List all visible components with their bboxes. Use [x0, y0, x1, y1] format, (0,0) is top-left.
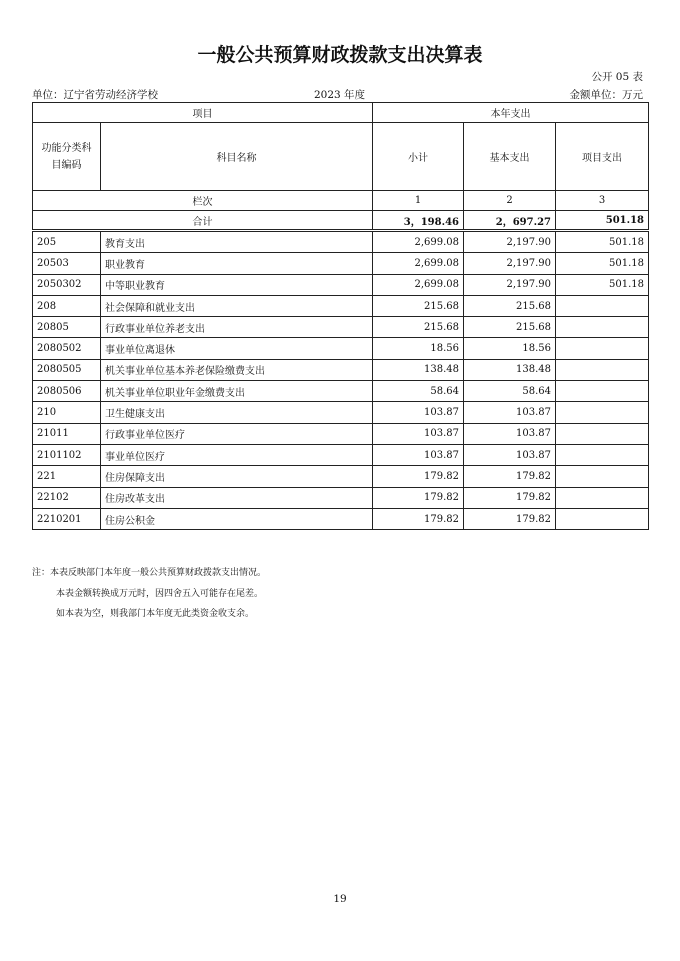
header-name: 科目名称 — [101, 123, 373, 191]
table-row — [33, 274, 649, 295]
page-number: 19 — [333, 893, 347, 905]
row-subtotal: 215.68 — [373, 295, 464, 316]
row-name: 事业单位离退休 — [101, 338, 373, 359]
column-index-2: 2 — [464, 191, 556, 211]
table-row — [33, 444, 649, 465]
row-subtotal: 179.82 — [373, 487, 464, 508]
table-row — [33, 508, 649, 529]
row-code: 221 — [33, 466, 101, 487]
row-project — [556, 423, 649, 444]
row-basic: 2,197.90 — [464, 231, 556, 253]
row-basic: 138.48 — [464, 359, 556, 380]
row-basic: 103.87 — [464, 423, 556, 444]
column-index-1: 1 — [373, 191, 464, 211]
row-code: 205 — [33, 231, 101, 253]
header-row-2 — [33, 123, 649, 191]
column-index-row — [33, 191, 649, 211]
total-row — [33, 211, 649, 231]
row-project — [556, 295, 649, 316]
header-row-1 — [33, 103, 649, 123]
row-subtotal: 103.87 — [373, 444, 464, 465]
row-name: 行政事业单位养老支出 — [101, 317, 373, 338]
row-basic: 103.87 — [464, 402, 556, 423]
header-code: 功能分类科目编码 — [33, 123, 101, 191]
table-row — [33, 381, 649, 402]
row-name: 行政事业单位医疗 — [101, 423, 373, 444]
header-subtotal: 小计 — [373, 123, 464, 191]
row-name: 教育支出 — [101, 231, 373, 253]
row-code: 2080506 — [33, 381, 101, 402]
header-project-expense: 项目支出 — [556, 123, 649, 191]
row-project — [556, 381, 649, 402]
row-code: 20503 — [33, 253, 101, 274]
row-code: 22102 — [33, 487, 101, 508]
row-subtotal: 2,699.08 — [373, 253, 464, 274]
row-name: 住房保障支出 — [101, 466, 373, 487]
row-subtotal: 103.87 — [373, 423, 464, 444]
table-row — [33, 423, 649, 444]
row-basic: 179.82 — [464, 487, 556, 508]
column-index-3: 3 — [556, 191, 649, 211]
table-row — [33, 231, 649, 253]
header-basic: 基本支出 — [464, 123, 556, 191]
form-id: 公开 05 表 — [591, 71, 643, 83]
row-name: 机关事业单位基本养老保险缴费支出 — [101, 359, 373, 380]
total-basic: 2，697.27 — [464, 211, 556, 231]
row-subtotal: 2,699.08 — [373, 231, 464, 253]
table-body — [33, 231, 649, 530]
table-row — [33, 359, 649, 380]
row-name: 住房改革支出 — [101, 487, 373, 508]
row-code: 2080505 — [33, 359, 101, 380]
table-row — [33, 466, 649, 487]
row-subtotal: 179.82 — [373, 508, 464, 529]
row-code: 210 — [33, 402, 101, 423]
row-subtotal: 18.56 — [373, 338, 464, 359]
row-subtotal: 103.87 — [373, 402, 464, 423]
row-subtotal: 215.68 — [373, 317, 464, 338]
row-project — [556, 466, 649, 487]
row-subtotal: 179.82 — [373, 466, 464, 487]
row-code: 21011 — [33, 423, 101, 444]
row-project: 501.18 — [556, 274, 649, 295]
row-project — [556, 444, 649, 465]
notes — [32, 563, 266, 625]
row-code: 208 — [33, 295, 101, 316]
table-row — [33, 402, 649, 423]
row-basic: 179.82 — [464, 508, 556, 529]
table-row — [33, 338, 649, 359]
row-basic: 179.82 — [464, 466, 556, 487]
row-project — [556, 402, 649, 423]
column-label: 栏次 — [33, 191, 373, 211]
row-code: 20805 — [33, 317, 101, 338]
table-row — [33, 253, 649, 274]
row-project: 501.18 — [556, 253, 649, 274]
row-basic: 215.68 — [464, 317, 556, 338]
expenditure-table — [32, 102, 649, 530]
row-code: 2210201 — [33, 508, 101, 529]
row-name: 事业单位医疗 — [101, 444, 373, 465]
total-label: 合计 — [33, 211, 373, 231]
row-name: 中等职业教育 — [101, 274, 373, 295]
row-project — [556, 359, 649, 380]
table-row — [33, 317, 649, 338]
row-code: 2101102 — [33, 444, 101, 465]
row-name: 职业教育 — [101, 253, 373, 274]
unit-label: 单位：辽宁省劳动经济学校 — [32, 89, 158, 101]
row-subtotal: 138.48 — [373, 359, 464, 380]
table-row — [33, 295, 649, 316]
note-line: 本表金额转换成万元时，因四舍五入可能存在尾差。 — [56, 588, 264, 599]
note-line: 注：本表反映部门本年度一般公共预算财政拨款支出情况。 — [32, 568, 267, 578]
total-project: 501.18 — [556, 211, 649, 231]
money-unit-label: 金额单位：万元 — [569, 89, 643, 101]
page-title: 一般公共预算财政拨款支出决算表 — [197, 44, 483, 66]
row-project — [556, 487, 649, 508]
total-subtotal: 3，198.46 — [373, 211, 464, 231]
header-project: 项目 — [33, 103, 373, 123]
row-project — [556, 317, 649, 338]
row-basic: 58.64 — [464, 381, 556, 402]
row-basic: 18.56 — [464, 338, 556, 359]
year-label: 2023 年度 — [314, 89, 366, 101]
note-line: 如本表为空，则我部门本年度无此类资金收支余。 — [56, 609, 255, 619]
row-code: 2050302 — [33, 274, 101, 295]
row-basic: 2,197.90 — [464, 274, 556, 295]
header-current-year: 本年支出 — [373, 103, 649, 123]
row-code: 2080502 — [33, 338, 101, 359]
row-basic: 103.87 — [464, 444, 556, 465]
row-name: 社会保障和就业支出 — [101, 295, 373, 316]
row-basic: 215.68 — [464, 295, 556, 316]
row-name: 卫生健康支出 — [101, 402, 373, 423]
row-subtotal: 2,699.08 — [373, 274, 464, 295]
row-subtotal: 58.64 — [373, 381, 464, 402]
table-row — [33, 487, 649, 508]
row-name: 住房公积金 — [101, 508, 373, 529]
row-name: 机关事业单位职业年金缴费支出 — [101, 381, 373, 402]
row-basic: 2,197.90 — [464, 253, 556, 274]
row-project — [556, 508, 649, 529]
row-project: 501.18 — [556, 231, 649, 253]
row-project — [556, 338, 649, 359]
